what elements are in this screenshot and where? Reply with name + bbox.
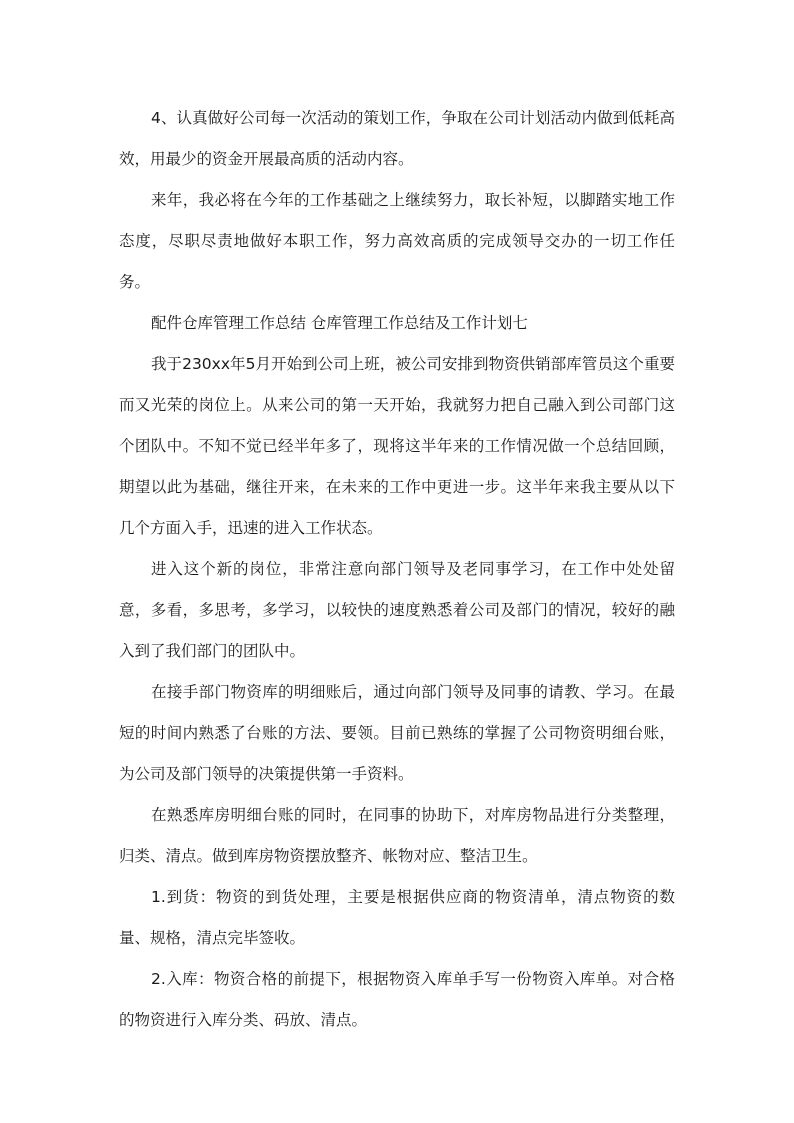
paragraph-activity-planning: 4、认真做好公司每一次活动的策划工作，争取在公司计划活动内做到低耗高效，用最少的资金开展最高质的活动内容。 (119, 109, 675, 168)
section-heading: 配件仓库管理工作总结 仓库管理工作总结及工作计划七 (151, 314, 528, 332)
paragraph-next-year: 来年，我必将在今年的工作基础之上继续努力，取长补短，以脚踏实地工作态度，尽职尽责地做好本职工作，努力高效高质的完成领导交办的一切工作任务。 (119, 191, 675, 291)
paragraph-warehousing: 2.入库：物资合格的前提下，根据物资入库单手写一份物资入库单。对合格的物资进行入库分类、码放、清点。 (119, 970, 675, 1029)
document-body (119, 98, 675, 1041)
paragraph-introduction: 我于230xx年5月开始到公司上班，被公司安排到物资供销部库管员这个重要而又光荣的岗位上。从来公司的第一天开始，我就努力把自己融入到公司部门这个团队中。不知不觉已经半年多了，现将这半年来的工作情况做一个总结回顾，期望以此为基础，继往开来，在未来的工作中更进一步。这半年来我主要从以下几个方面入手，迅速的进入工作状态。 (119, 355, 675, 537)
paragraph-arrival: 1.到货：物资的到货处理，主要是根据供应商的物资清单，清点物资的数量、规格，清点完毕签收。 (119, 888, 675, 947)
paragraph-new-position: 进入这个新的岗位，非常注意向部门领导及老同事学习，在工作中处处留意，多看，多思考，多学习，以较快的速度熟悉着公司及部门的情况，较好的融入到了我们部门的团队中。 (119, 560, 675, 660)
paragraph-warehouse-organizing: 在熟悉库房明细台账的同时，在同事的协助下，对库房物品进行分类整理，归类、清点。做到库房物资摆放整齐、帐物对应、整洁卫生。 (119, 806, 675, 865)
paragraph-ledger: 在接手部门物资库的明细账后，通过向部门领导及同事的请教、学习。在最短的时间内熟悉了台账的方法、要领。目前已熟练的掌握了公司物资明细台账，为公司及部门领导的决策提供第一手资料。 (119, 683, 675, 783)
